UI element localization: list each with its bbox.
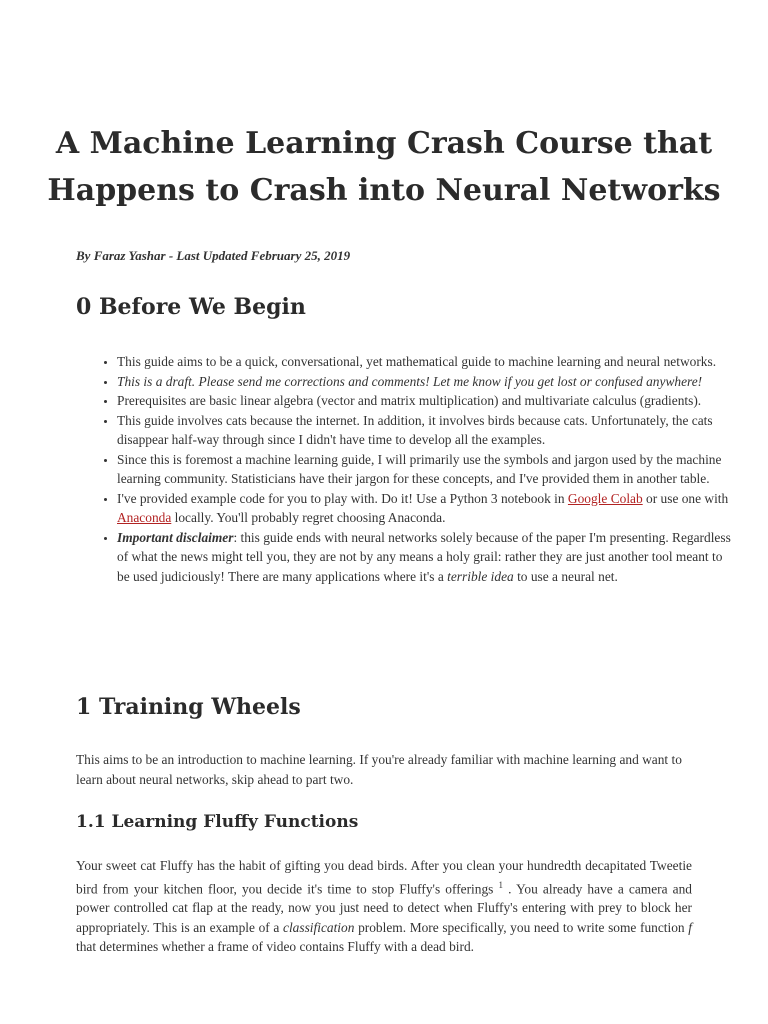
list-item xyxy=(117,489,737,528)
draft-notice: This is a draft. Please send me corrections and comments! Let me know if you get lost or confused anywhere! xyxy=(117,373,703,389)
paragraph-text: Your sweet cat Fluffy has the habit of gifting you dead birds. After you clean your hundredth decapitated Tweetie bird from your kitchen floor, you decide it's time to stop Fluffy's offerings xyxy=(76,858,692,896)
section-heading-before-we-begin: 0 Before We Begin xyxy=(76,294,306,320)
paragraph-text: that determines whether a frame of video contains Fluffy with a dead bird. xyxy=(76,939,474,955)
list-item xyxy=(117,528,737,587)
paragraph-text: problem. More specifically, you need to write some function xyxy=(354,919,689,935)
paragraph-text: . You already have a camera and power controlled cat flap at the ready, now you just need to detect when Fluffy's entering with prey to block her appropriately. This is an example of a xyxy=(76,880,692,935)
list-item-text: Prerequisites are basic linear algebra (vector and matrix multiplication) and multivariate calculus (gradients). xyxy=(117,393,702,408)
list-item-text: I've provided example code for you to play with. Do it! Use a Python 3 notebook in xyxy=(117,490,568,506)
list-item xyxy=(117,352,737,372)
disclaimer-label: Important disclaimer xyxy=(117,529,234,545)
function-symbol: f xyxy=(688,919,692,935)
byline: By Faraz Yashar - Last Updated February 25, 2019 xyxy=(76,248,351,263)
anaconda-link[interactable]: Anaconda xyxy=(117,510,172,525)
list-item-text: to use a neural net. xyxy=(513,568,618,584)
fluffy-paragraph xyxy=(76,856,692,957)
google-colab-link[interactable]: Google Colab xyxy=(567,490,643,506)
list-item xyxy=(117,372,737,392)
list-item-text: Since this is foremost a machine learning guide, I will primarily use the symbols and jargon used by the machine learning community. Statisticians have their jargon for these concepts, and I've provided them in another table. xyxy=(117,451,722,486)
list-item-text: or use one with xyxy=(642,490,729,506)
emphasis-text: terrible idea xyxy=(447,568,514,584)
list-item-text: : this guide ends with neural networks solely because of the paper I'm presenting. Regardless of what the news might tell you, they are not by any means a holy grail: rather they are just another tool meant to be used judiciously! There are many applications where it's a xyxy=(117,529,731,584)
list-item-text: This guide aims to be a quick, conversational, yet mathematical guide to machine learning and neural networks. xyxy=(117,354,717,369)
footnote-marker[interactable]: 1 xyxy=(498,879,503,890)
intro-bullet-list xyxy=(76,352,737,586)
list-item xyxy=(117,450,737,489)
section-heading-training-wheels: 1 Training Wheels xyxy=(76,694,301,720)
list-item-text: This guide involves cats because the internet. In addition, it involves birds because cats. Unfortunately, the cats disappear half-way through since I didn't have time to develop all the examples. xyxy=(117,412,713,447)
emphasis-text: classification xyxy=(283,919,355,935)
list-item xyxy=(117,411,737,450)
list-item-text: locally. You'll probably regret choosing Anaconda. xyxy=(171,510,446,525)
document-title: A Machine Learning Crash Course that Happens to Crash into Neural Networks xyxy=(47,126,721,208)
subsection-heading-learning-fluffy-functions: 1.1 Learning Fluffy Functions xyxy=(76,812,359,832)
section-intro-paragraph: This aims to be an introduction to machine learning. If you're already familiar with machine learning and want to learn about neural networks, skip ahead to part two. xyxy=(76,752,682,787)
list-item xyxy=(117,391,737,411)
